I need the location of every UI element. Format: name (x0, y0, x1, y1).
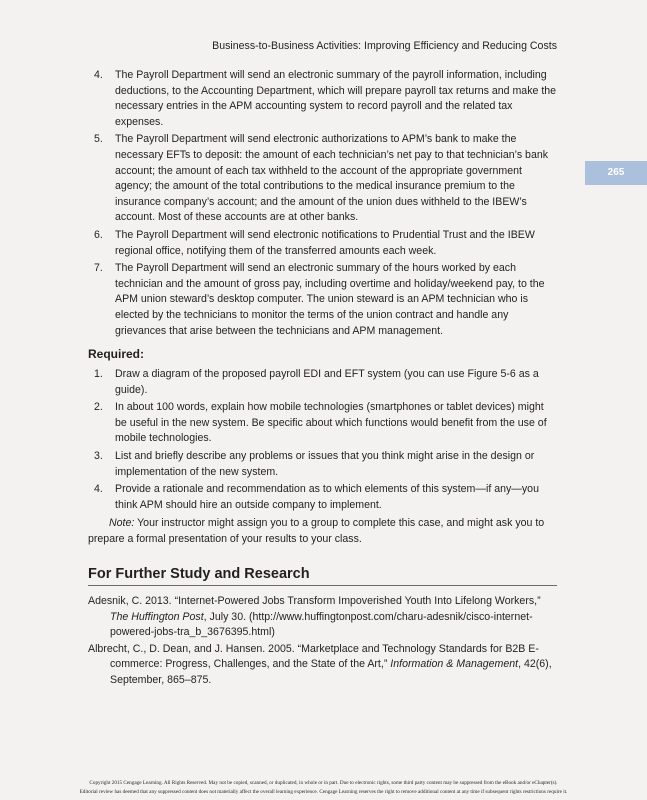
item-text: Provide a rationale and recommendation as to which elements of this system—if any—you think APM should hire an outside company to implement. (115, 483, 539, 511)
item-text: The Payroll Department will send electronic authorizations to APM’s bank to make the necessary EFTs to deposit: the amount of each technician’s net pay to that technician’s bank account; the amount of each tax withheld to the account of the appropriate government agency; the amount of the total contributions to the medical insurance premium to the insurance company’s account; and the amount of the union dues withheld to the IBEW’s account. Most of these accounts are at other banks. (115, 133, 549, 224)
item-text: List and briefly describe any problems or issues that you think might arise in the design or implementation of the new system. (115, 449, 535, 478)
list-item (94, 367, 557, 398)
list-item (94, 228, 557, 259)
reference-entry (88, 642, 558, 689)
required-heading: Required: (88, 347, 145, 361)
list-item (94, 449, 557, 480)
copyright-footer (0, 779, 647, 797)
item-number: 5. (94, 133, 103, 146)
list-item (94, 261, 557, 339)
list-item (94, 400, 557, 447)
reference-details: , July 30. (http://www.huffingtonpost.com/charu-adesnik/cisco-internet-powered-jobs-tra_b_3676395.html) (110, 610, 533, 639)
reference-details: , 42(6), September, 865–875. (110, 658, 552, 686)
reference-source: Information & Management (390, 658, 519, 671)
page-number-tab: 265 (585, 161, 647, 185)
note-text: Your instructor might assign you to a group to complete this case, and might ask you to prepare a formal presentation of your results to your class. (88, 517, 545, 545)
item-number: 6. (94, 228, 103, 241)
copyright-line: Copyright 2015 Cengage Learning. All Rights Reserved. May not be copied, scanned, or duplicated, in whole or in part. Due to electronic rights, some third party content may be suppressed from the eBook and/or eChapter(s). (89, 780, 558, 786)
item-number: 7. (94, 262, 103, 275)
required-list (94, 367, 557, 515)
list-item (94, 482, 557, 513)
reference-entry (88, 594, 558, 641)
list-item (94, 68, 557, 130)
references-list (88, 594, 558, 690)
item-text: The Payroll Department will send electronic notifications to Prudential Trust and the IBEW regional office, notifying them of the transferred amounts each week. (115, 228, 535, 257)
copyright-line: Editorial review has deemed that any suppressed content does not materially affect the overall learning experience. Cengage Learning reserves the right to remove additional content at any time if subsequent rights restrictions require it. (79, 789, 568, 795)
item-number: 4. (94, 69, 103, 81)
item-text: Draw a diagram of the proposed payroll EDI and EFT system (you can use Figure 5-6 as a guide). (115, 368, 539, 396)
item-number: 2. (94, 401, 103, 414)
item-text: In about 100 words, explain how mobile technologies (smartphones or tablet devices) might be useful in the new system. Be specific about which functions would benefit from the use of mobile technologies. (115, 401, 547, 445)
reference-source: The Huffington Post (110, 610, 204, 623)
procedure-list (94, 68, 557, 341)
item-number: 1. (94, 368, 103, 380)
reference-text: Adesnik, C. 2013. “Internet-Powered Jobs Transform Impoverished Youth Into Lifelong Workers,” (88, 595, 541, 607)
running-head: Business-to-Business Activities: Improving Efficiency and Reducing Costs (212, 40, 557, 52)
list-item (94, 132, 557, 226)
section-heading: For Further Study and Research (88, 566, 557, 586)
item-number: 3. (94, 449, 103, 462)
item-number: 4. (94, 483, 103, 496)
reference-text: Albrecht, C., D. Dean, and J. Hansen. 2005. “Marketplace and Technology Standards for B2B E-commerce: Progress, Challenges, and the State of the Art,” (88, 642, 539, 671)
item-text: The Payroll Department will send an electronic summary of the hours worked by each technician and the amount of gross pay, including overtime and holiday/weekend pay, to the APM union steward’s desktop computer. The union steward is an APM technician who is elected by the technicians to monitor the terms of the union contract and handle any grievances that arise between the technicians and APM management. (115, 262, 545, 337)
item-text: The Payroll Department will send an electronic summary of the payroll information, including deductions, to the Accounting Department, which will prepare payroll tax returns and make the necessary entries in the APM accounting system to record payroll and the related tax expenses. (115, 69, 557, 128)
instructor-note (88, 516, 558, 547)
note-label: Note: (109, 517, 135, 529)
